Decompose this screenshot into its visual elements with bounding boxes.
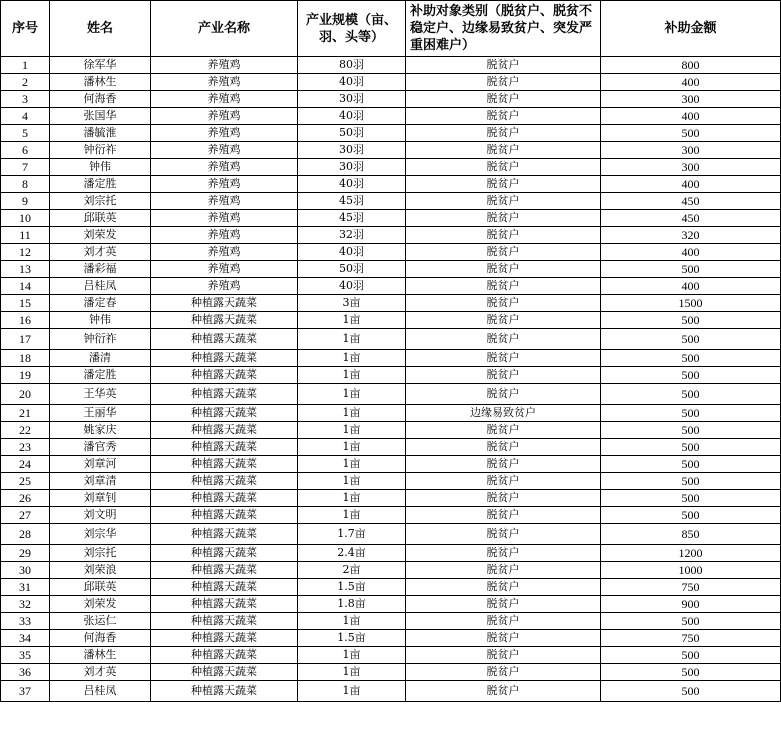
table-row (1, 210, 781, 227)
cell-industry: 养殖鸡 (151, 210, 298, 227)
table-row (1, 439, 781, 456)
cell-industry: 种植露天蔬菜 (151, 507, 298, 524)
cell-seq: 37 (1, 681, 50, 702)
cell-scale: 30羽 (298, 159, 406, 176)
cell-category: 脱贫户 (406, 193, 601, 210)
cell-amount: 500 (601, 329, 781, 350)
cell-amount: 500 (601, 367, 781, 384)
cell-scale: 1亩 (298, 422, 406, 439)
cell-name: 潘官秀 (50, 439, 151, 456)
cell-industry: 种植露天蔬菜 (151, 596, 298, 613)
table-row (1, 456, 781, 473)
cell-amount: 500 (601, 261, 781, 278)
cell-scale: 1亩 (298, 664, 406, 681)
cell-name: 邱联英 (50, 210, 151, 227)
cell-scale: 1亩 (298, 312, 406, 329)
cell-industry: 养殖鸡 (151, 142, 298, 159)
cell-seq: 33 (1, 613, 50, 630)
cell-seq: 11 (1, 227, 50, 244)
table-body (1, 57, 781, 702)
cell-amount: 400 (601, 278, 781, 295)
table-row (1, 278, 781, 295)
cell-category: 脱贫户 (406, 613, 601, 630)
cell-amount: 800 (601, 57, 781, 74)
cell-amount: 400 (601, 74, 781, 91)
table-row (1, 125, 781, 142)
cell-industry: 养殖鸡 (151, 108, 298, 125)
cell-industry: 种植露天蔬菜 (151, 405, 298, 422)
cell-category: 脱贫户 (406, 329, 601, 350)
cell-amount: 450 (601, 193, 781, 210)
cell-name: 潘林生 (50, 74, 151, 91)
cell-name: 刘章钊 (50, 490, 151, 507)
cell-scale: 45羽 (298, 210, 406, 227)
cell-name: 吕桂凤 (50, 681, 151, 702)
cell-amount: 500 (601, 405, 781, 422)
cell-name: 刘宗华 (50, 524, 151, 545)
cell-industry: 种植露天蔬菜 (151, 439, 298, 456)
cell-name: 刘才英 (50, 664, 151, 681)
table-row (1, 329, 781, 350)
table-row (1, 490, 781, 507)
cell-industry: 种植露天蔬菜 (151, 473, 298, 490)
cell-industry: 种植露天蔬菜 (151, 681, 298, 702)
cell-category: 脱贫户 (406, 562, 601, 579)
table-row (1, 295, 781, 312)
table-row (1, 664, 781, 681)
cell-scale: 40羽 (298, 108, 406, 125)
cell-seq: 27 (1, 507, 50, 524)
table-row (1, 524, 781, 545)
cell-name: 钟衍祚 (50, 329, 151, 350)
cell-category: 脱贫户 (406, 210, 601, 227)
header-seq: 序号 (1, 1, 50, 57)
cell-category: 脱贫户 (406, 142, 601, 159)
cell-category: 脱贫户 (406, 422, 601, 439)
header-name: 姓名 (50, 1, 151, 57)
cell-seq: 23 (1, 439, 50, 456)
table-row (1, 384, 781, 405)
table-row (1, 159, 781, 176)
cell-category: 脱贫户 (406, 524, 601, 545)
cell-category: 脱贫户 (406, 507, 601, 524)
cell-name: 潘林生 (50, 647, 151, 664)
cell-scale: 1亩 (298, 456, 406, 473)
cell-industry: 种植露天蔬菜 (151, 630, 298, 647)
cell-scale: 3亩 (298, 295, 406, 312)
cell-category: 脱贫户 (406, 384, 601, 405)
cell-name: 刘宗托 (50, 193, 151, 210)
table-row (1, 176, 781, 193)
cell-amount: 500 (601, 647, 781, 664)
cell-industry: 养殖鸡 (151, 91, 298, 108)
table-header-row (1, 1, 781, 57)
cell-industry: 养殖鸡 (151, 176, 298, 193)
cell-scale: 1亩 (298, 507, 406, 524)
cell-category: 脱贫户 (406, 579, 601, 596)
cell-name: 潘定春 (50, 295, 151, 312)
cell-name: 刘荣发 (50, 227, 151, 244)
cell-seq: 2 (1, 74, 50, 91)
cell-name: 刘章清 (50, 473, 151, 490)
cell-seq: 24 (1, 456, 50, 473)
cell-seq: 12 (1, 244, 50, 261)
cell-industry: 种植露天蔬菜 (151, 456, 298, 473)
cell-industry: 种植露天蔬菜 (151, 647, 298, 664)
cell-name: 潘清 (50, 350, 151, 367)
table-row (1, 613, 781, 630)
cell-industry: 种植露天蔬菜 (151, 490, 298, 507)
cell-category: 脱贫户 (406, 244, 601, 261)
cell-name: 潘彩福 (50, 261, 151, 278)
cell-scale: 1.5亩 (298, 630, 406, 647)
cell-industry: 种植露天蔬菜 (151, 367, 298, 384)
cell-category: 脱贫户 (406, 227, 601, 244)
cell-name: 潘毓淮 (50, 125, 151, 142)
cell-scale: 40羽 (298, 176, 406, 193)
cell-category: 脱贫户 (406, 91, 601, 108)
cell-seq: 29 (1, 545, 50, 562)
cell-scale: 30羽 (298, 91, 406, 108)
cell-amount: 500 (601, 350, 781, 367)
table-row (1, 473, 781, 490)
cell-scale: 1亩 (298, 613, 406, 630)
cell-name: 潘定胜 (50, 176, 151, 193)
cell-industry: 养殖鸡 (151, 125, 298, 142)
cell-amount: 500 (601, 681, 781, 702)
cell-scale: 1亩 (298, 384, 406, 405)
cell-amount: 300 (601, 159, 781, 176)
cell-category: 脱贫户 (406, 125, 601, 142)
cell-scale: 1亩 (298, 490, 406, 507)
cell-seq: 3 (1, 91, 50, 108)
cell-scale: 40羽 (298, 278, 406, 295)
cell-name: 徐军华 (50, 57, 151, 74)
cell-category: 脱贫户 (406, 596, 601, 613)
cell-name: 张国华 (50, 108, 151, 125)
header-category: 补助对象类别（脱贫户、脱贫不稳定户、边缘易致贫户、突发严重困难户） (406, 1, 601, 57)
cell-industry: 养殖鸡 (151, 227, 298, 244)
cell-scale: 40羽 (298, 244, 406, 261)
cell-seq: 1 (1, 57, 50, 74)
cell-seq: 31 (1, 579, 50, 596)
cell-industry: 种植露天蔬菜 (151, 295, 298, 312)
cell-amount: 400 (601, 176, 781, 193)
cell-industry: 养殖鸡 (151, 57, 298, 74)
cell-name: 钟衍祚 (50, 142, 151, 159)
table-row (1, 261, 781, 278)
cell-amount: 400 (601, 108, 781, 125)
cell-industry: 种植露天蔬菜 (151, 562, 298, 579)
cell-scale: 1亩 (298, 350, 406, 367)
cell-amount: 1200 (601, 545, 781, 562)
table-row (1, 193, 781, 210)
cell-amount: 850 (601, 524, 781, 545)
header-industry: 产业名称 (151, 1, 298, 57)
cell-amount: 450 (601, 210, 781, 227)
cell-industry: 种植露天蔬菜 (151, 579, 298, 596)
cell-category: 脱贫户 (406, 473, 601, 490)
cell-amount: 500 (601, 384, 781, 405)
cell-seq: 9 (1, 193, 50, 210)
cell-industry: 种植露天蔬菜 (151, 524, 298, 545)
cell-scale: 50羽 (298, 261, 406, 278)
cell-amount: 500 (601, 439, 781, 456)
cell-name: 钟伟 (50, 159, 151, 176)
cell-category: 脱贫户 (406, 664, 601, 681)
cell-amount: 500 (601, 422, 781, 439)
cell-industry: 养殖鸡 (151, 159, 298, 176)
cell-category: 脱贫户 (406, 681, 601, 702)
cell-category: 脱贫户 (406, 630, 601, 647)
cell-scale: 2亩 (298, 562, 406, 579)
cell-amount: 500 (601, 312, 781, 329)
cell-industry: 种植露天蔬菜 (151, 329, 298, 350)
cell-category: 脱贫户 (406, 456, 601, 473)
cell-category: 脱贫户 (406, 278, 601, 295)
table-row (1, 108, 781, 125)
cell-scale: 30羽 (298, 142, 406, 159)
cell-category: 边缘易致贫户 (406, 405, 601, 422)
cell-industry: 种植露天蔬菜 (151, 312, 298, 329)
cell-seq: 7 (1, 159, 50, 176)
cell-seq: 28 (1, 524, 50, 545)
cell-amount: 300 (601, 91, 781, 108)
cell-category: 脱贫户 (406, 159, 601, 176)
cell-category: 脱贫户 (406, 57, 601, 74)
table-row (1, 244, 781, 261)
cell-amount: 400 (601, 244, 781, 261)
table-row (1, 227, 781, 244)
cell-industry: 养殖鸡 (151, 74, 298, 91)
cell-name: 刘才英 (50, 244, 151, 261)
table-row (1, 350, 781, 367)
cell-amount: 500 (601, 125, 781, 142)
cell-seq: 15 (1, 295, 50, 312)
cell-category: 脱贫户 (406, 176, 601, 193)
table-row (1, 405, 781, 422)
cell-name: 潘定胜 (50, 367, 151, 384)
cell-scale: 80羽 (298, 57, 406, 74)
cell-amount: 500 (601, 613, 781, 630)
table-row (1, 579, 781, 596)
cell-amount: 1500 (601, 295, 781, 312)
cell-industry: 养殖鸡 (151, 261, 298, 278)
cell-category: 脱贫户 (406, 108, 601, 125)
cell-name: 何海香 (50, 91, 151, 108)
cell-industry: 养殖鸡 (151, 193, 298, 210)
cell-category: 脱贫户 (406, 367, 601, 384)
cell-name: 钟伟 (50, 312, 151, 329)
table-row (1, 562, 781, 579)
cell-seq: 5 (1, 125, 50, 142)
cell-name: 王丽华 (50, 405, 151, 422)
cell-seq: 30 (1, 562, 50, 579)
cell-industry: 种植露天蔬菜 (151, 384, 298, 405)
table-row (1, 57, 781, 74)
table-row (1, 647, 781, 664)
cell-industry: 种植露天蔬菜 (151, 350, 298, 367)
cell-amount: 300 (601, 142, 781, 159)
cell-scale: 1亩 (298, 681, 406, 702)
header-scale: 产业规模（亩、羽、头等） (298, 1, 406, 57)
cell-scale: 1亩 (298, 367, 406, 384)
cell-name: 姚家庆 (50, 422, 151, 439)
cell-scale: 40羽 (298, 74, 406, 91)
cell-name: 王华英 (50, 384, 151, 405)
cell-name: 刘荣发 (50, 596, 151, 613)
table-row (1, 507, 781, 524)
cell-name: 刘章河 (50, 456, 151, 473)
cell-scale: 1.5亩 (298, 579, 406, 596)
cell-amount: 750 (601, 579, 781, 596)
cell-amount: 320 (601, 227, 781, 244)
table-row (1, 312, 781, 329)
cell-seq: 19 (1, 367, 50, 384)
cell-industry: 种植露天蔬菜 (151, 613, 298, 630)
cell-seq: 18 (1, 350, 50, 367)
cell-name: 刘文明 (50, 507, 151, 524)
cell-seq: 25 (1, 473, 50, 490)
table-row (1, 367, 781, 384)
cell-name: 张运仁 (50, 613, 151, 630)
cell-amount: 750 (601, 630, 781, 647)
table-row (1, 142, 781, 159)
table-row (1, 91, 781, 108)
table-row (1, 545, 781, 562)
cell-category: 脱贫户 (406, 350, 601, 367)
cell-seq: 17 (1, 329, 50, 350)
cell-industry: 养殖鸡 (151, 244, 298, 261)
cell-seq: 20 (1, 384, 50, 405)
cell-scale: 1.7亩 (298, 524, 406, 545)
cell-seq: 21 (1, 405, 50, 422)
cell-industry: 种植露天蔬菜 (151, 422, 298, 439)
cell-seq: 13 (1, 261, 50, 278)
cell-name: 邱联英 (50, 579, 151, 596)
table-row (1, 681, 781, 702)
table-row (1, 74, 781, 91)
cell-scale: 50羽 (298, 125, 406, 142)
cell-scale: 1亩 (298, 473, 406, 490)
cell-category: 脱贫户 (406, 312, 601, 329)
cell-seq: 6 (1, 142, 50, 159)
cell-name: 刘荣浪 (50, 562, 151, 579)
cell-category: 脱贫户 (406, 545, 601, 562)
cell-seq: 32 (1, 596, 50, 613)
cell-amount: 500 (601, 507, 781, 524)
table-row (1, 630, 781, 647)
cell-scale: 1.8亩 (298, 596, 406, 613)
cell-scale: 2.4亩 (298, 545, 406, 562)
cell-amount: 500 (601, 664, 781, 681)
cell-scale: 1亩 (298, 405, 406, 422)
cell-amount: 500 (601, 456, 781, 473)
cell-seq: 22 (1, 422, 50, 439)
cell-amount: 1000 (601, 562, 781, 579)
cell-category: 脱贫户 (406, 295, 601, 312)
cell-amount: 900 (601, 596, 781, 613)
cell-seq: 4 (1, 108, 50, 125)
cell-scale: 45羽 (298, 193, 406, 210)
cell-industry: 种植露天蔬菜 (151, 664, 298, 681)
cell-industry: 养殖鸡 (151, 278, 298, 295)
cell-category: 脱贫户 (406, 261, 601, 278)
cell-name: 刘宗托 (50, 545, 151, 562)
cell-seq: 36 (1, 664, 50, 681)
cell-category: 脱贫户 (406, 490, 601, 507)
header-amount: 补助金额 (601, 1, 781, 57)
cell-seq: 34 (1, 630, 50, 647)
cell-name: 吕桂凤 (50, 278, 151, 295)
cell-category: 脱贫户 (406, 439, 601, 456)
cell-seq: 8 (1, 176, 50, 193)
cell-scale: 1亩 (298, 329, 406, 350)
table-row (1, 422, 781, 439)
cell-seq: 35 (1, 647, 50, 664)
cell-category: 脱贫户 (406, 74, 601, 91)
cell-industry: 种植露天蔬菜 (151, 545, 298, 562)
table-row (1, 596, 781, 613)
cell-scale: 32羽 (298, 227, 406, 244)
cell-amount: 500 (601, 490, 781, 507)
cell-name: 何海香 (50, 630, 151, 647)
cell-scale: 1亩 (298, 439, 406, 456)
cell-seq: 14 (1, 278, 50, 295)
cell-amount: 500 (601, 473, 781, 490)
cell-seq: 10 (1, 210, 50, 227)
cell-category: 脱贫户 (406, 647, 601, 664)
cell-seq: 26 (1, 490, 50, 507)
cell-scale: 1亩 (298, 647, 406, 664)
cell-seq: 16 (1, 312, 50, 329)
